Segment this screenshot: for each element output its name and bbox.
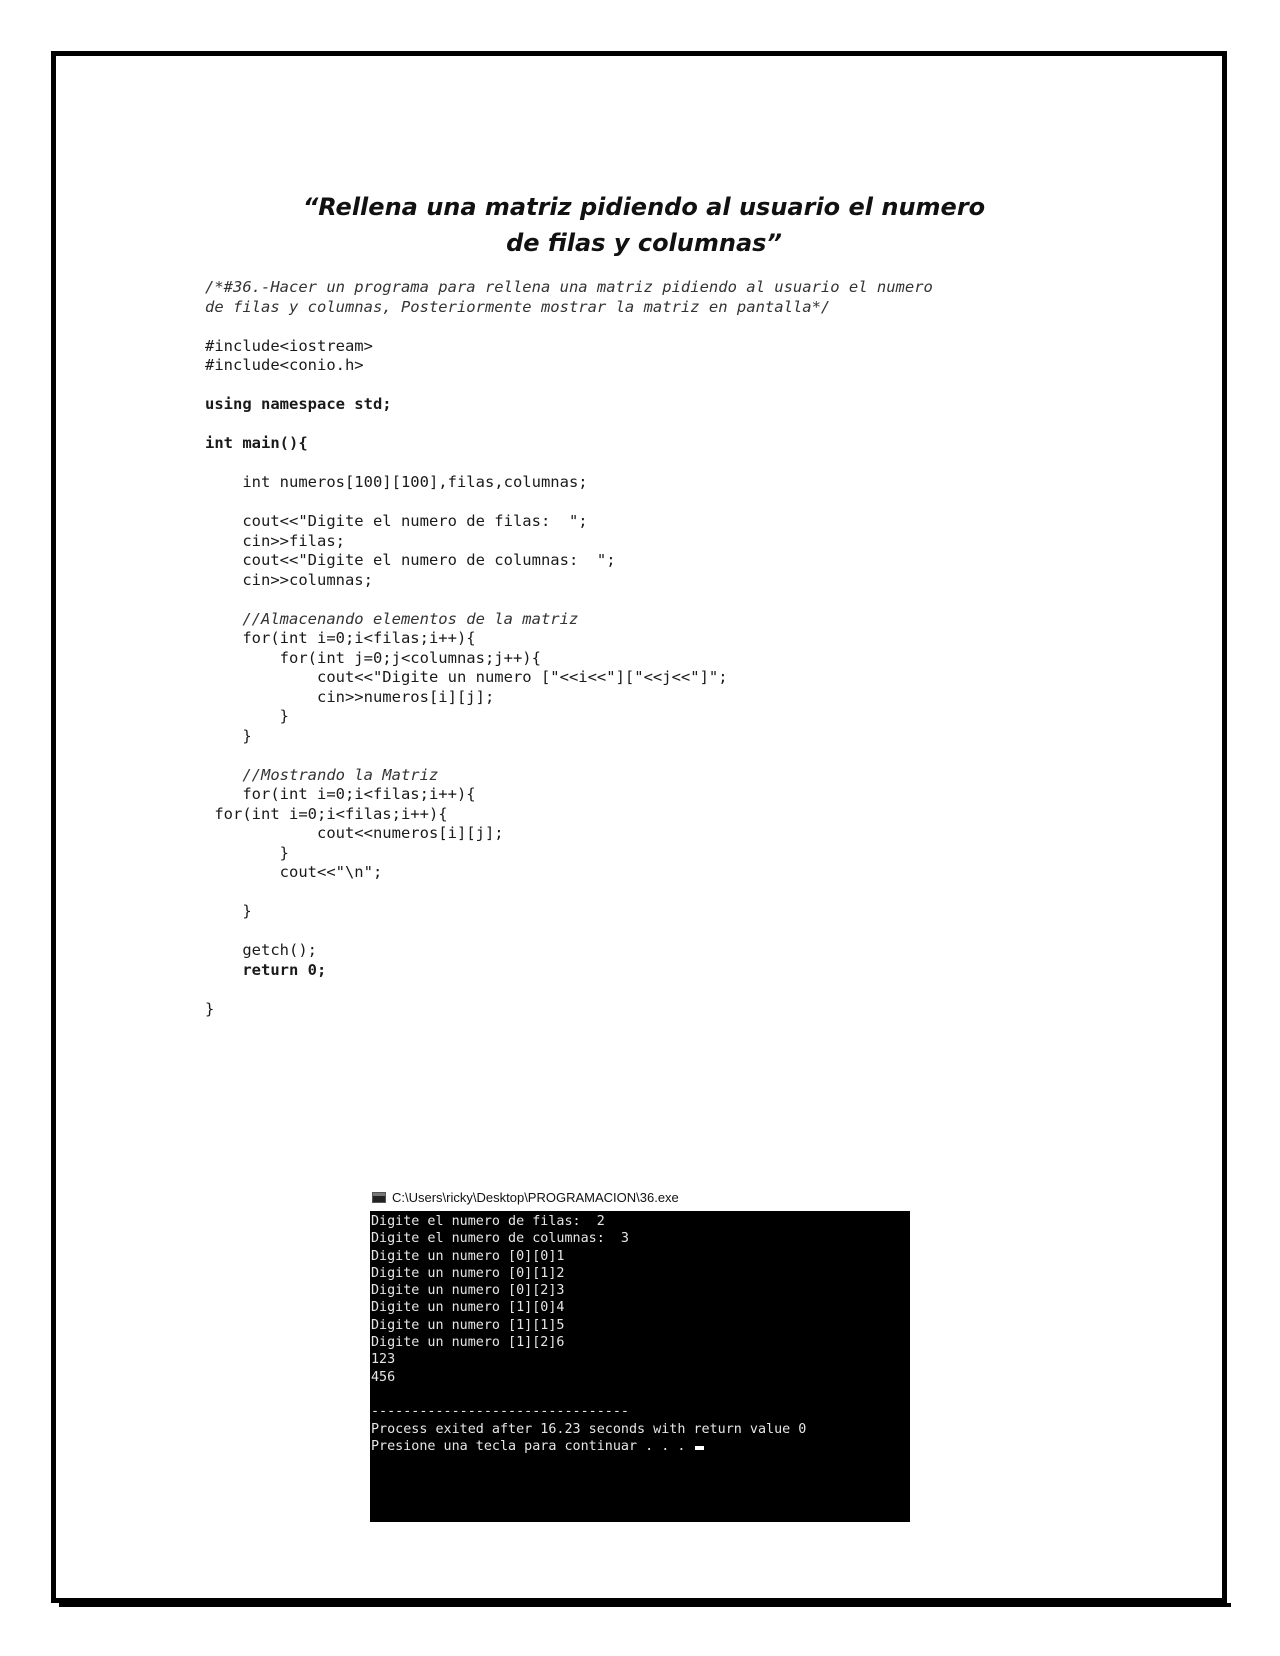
code-line: cin>>columnas; bbox=[205, 570, 373, 589]
console-line: Digite un numero [1][2]6 bbox=[371, 1335, 565, 1351]
code-line bbox=[205, 493, 1085, 513]
console-prompt-text: Presione una tecla para continuar . . . bbox=[371, 1438, 694, 1454]
console-title-bar bbox=[372, 1190, 679, 1205]
code-line: } bbox=[205, 707, 289, 725]
console-line bbox=[371, 1386, 910, 1403]
code-line: cout<<numeros[i][j]; bbox=[205, 824, 504, 842]
code-line: #include<conio.h> bbox=[205, 356, 364, 374]
console-prompt-line bbox=[371, 1438, 910, 1455]
code-line: } bbox=[205, 726, 252, 745]
code-listing bbox=[205, 278, 1085, 1019]
code-line: /*#36.-Hacer un programa para rellena una matriz pidiendo al usuario el numero bbox=[205, 278, 933, 296]
console-line: Digite un numero [0][1]2 bbox=[371, 1265, 565, 1281]
title-line-1: “Rellena una matriz pidiendo al usuario el numero bbox=[302, 193, 986, 221]
console-line: Digite un numero [0][2]3 bbox=[371, 1283, 565, 1299]
code-line: cin>>filas; bbox=[205, 531, 345, 550]
title-line-2: de filas y columnas” bbox=[506, 229, 782, 257]
console-line: 456 bbox=[371, 1369, 396, 1385]
code-line bbox=[205, 883, 1085, 903]
code-line: for(int i=0;i<filas;i++){ bbox=[205, 785, 476, 803]
console-line: Process exited after 16.23 seconds with return value 0 bbox=[371, 1421, 807, 1437]
console-window-title: C:\Users\ricky\Desktop\PROGRAMACION\36.exe bbox=[392, 1190, 679, 1205]
code-line: cout<<"Digite el numero de filas: "; bbox=[205, 512, 588, 530]
code-line bbox=[205, 454, 1085, 474]
code-line bbox=[205, 590, 1085, 610]
page-title bbox=[56, 189, 1232, 261]
console-window-icon bbox=[372, 1192, 386, 1203]
code-line bbox=[205, 317, 1085, 337]
console-line: Digite el numero de columnas: 3 bbox=[371, 1231, 629, 1247]
code-line: cout<<"Digite el numero de columnas: "; bbox=[205, 551, 616, 569]
code-line: for(int i=0;i<filas;i++){ bbox=[205, 804, 448, 823]
code-line bbox=[205, 922, 1085, 942]
console-line: 123 bbox=[371, 1352, 396, 1368]
code-line: getch(); bbox=[205, 941, 317, 959]
console-cursor bbox=[695, 1446, 704, 1450]
code-line: de filas y columnas, Posteriormente mostrar la matriz en pantalla*/ bbox=[205, 297, 831, 316]
code-line: for(int i=0;i<filas;i++){ bbox=[205, 629, 476, 647]
console-line: Digite un numero [0][0]1 bbox=[371, 1248, 565, 1264]
code-line: //Almacenando elementos de la matriz bbox=[205, 609, 579, 628]
code-line: } bbox=[205, 999, 215, 1018]
code-line: } bbox=[205, 902, 252, 920]
code-line: cout<<"Digite un numero ["<<i<<"]["<<j<<"]"; bbox=[205, 668, 728, 686]
code-line bbox=[205, 746, 1085, 766]
console-line: -------------------------------- bbox=[371, 1404, 629, 1420]
console-line: Digite un numero [1][1]5 bbox=[371, 1317, 565, 1333]
code-line: cout<<"\n"; bbox=[205, 863, 383, 881]
code-line: return 0; bbox=[205, 960, 327, 979]
code-line: } bbox=[205, 843, 289, 862]
code-line bbox=[205, 376, 1085, 396]
code-line: //Mostrando la Matriz bbox=[205, 765, 439, 784]
code-line: int numeros[100][100],filas,columnas; bbox=[205, 473, 588, 491]
console-line: Digite el numero de filas: 2 bbox=[371, 1214, 605, 1229]
code-line bbox=[205, 980, 1085, 1000]
console-line: Digite un numero [1][0]4 bbox=[371, 1300, 565, 1316]
code-line bbox=[205, 415, 1085, 435]
code-line: cin>>numeros[i][j]; bbox=[205, 687, 495, 706]
code-line: for(int j=0;j<columnas;j++){ bbox=[205, 648, 541, 667]
code-line: using namespace std; bbox=[205, 395, 392, 413]
code-line: #include<iostream> bbox=[205, 336, 373, 355]
console-output bbox=[370, 1211, 910, 1522]
code-line: int main(){ bbox=[205, 434, 308, 452]
